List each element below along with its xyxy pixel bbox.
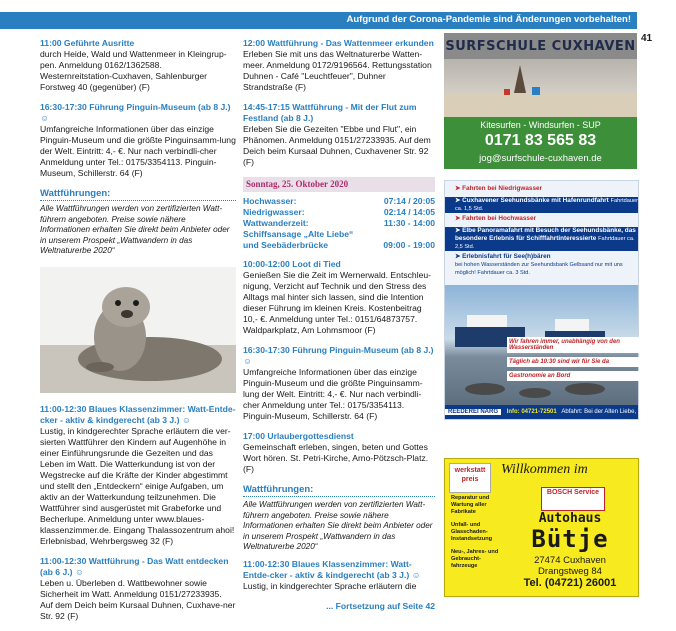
ferry-row-text: Elbe Panoramafahrt mit Besuch der Seehundsbänke, das besondere Erlebnis für Schifffahrtinteressierte — [455, 227, 636, 242]
ad-contact-bar — [444, 117, 637, 169]
event-title: 14:45-17:15 Wattführung - Mit der Flut zum Festland (ab 8 J.) — [243, 102, 417, 123]
event-title: 11:00-12:30 Blaues Klassenzimmer: Watt-Entde-cker - aktiv & kindgerecht (ab 3 J.) ☺ — [243, 558, 421, 580]
event-body: Erleben Sie mit uns das Weltnaturerbe Watten-meer. Anmeldung 0172/9196564. Rettungsstation Duhnen - Café "Leuchtfeuer", Duhner Strandstraße (F) — [243, 49, 432, 92]
tide-label: und Seebäderbrücke — [243, 240, 329, 250]
ferry-row-sub: Fahrtdauer ca. 2,5 Std. — [455, 236, 635, 250]
bosch-service-logo: BOSCH Service — [541, 487, 605, 511]
ferry-row: ➤ Cuxhavener Seehundsbänke mit Hafenrundfahrt Fahrtdauer ca. 1,5 Std. — [445, 197, 638, 213]
event-body: Genießen Sie die Zeit im Wernerwald. Entschleu-nigung, Verzicht auf Technik und den Stress des Alltags mal hinter sich lassen, sind die Intention dieser Führung im kleinen Kreis. Kostenbeitrag 10,- €. Anmeldung unter Tel.: 0151/64873757. Waldparkplatz, Am Lohmsmoor (F) — [243, 270, 432, 335]
service-item: Reparatur und Wartung aller Fabrikate — [451, 495, 490, 515]
dealer-street: Drangstweg 84 — [538, 566, 602, 577]
ferry-highlight: Täglich ab 10:30 sind wir für Sie da — [507, 357, 639, 367]
dealer-city: 27474 Cuxhaven — [534, 555, 606, 566]
event-item — [243, 431, 435, 475]
ferry-row-text: Erlebnisfahrt für See(h)bären — [462, 253, 551, 260]
ferry-row: ➤ Fahrten bei Niedrigwasser — [455, 185, 543, 192]
ad-phone[interactable]: 0171 83 565 83 — [484, 132, 597, 149]
column-left — [40, 38, 236, 631]
ferry-highlight: Wir fahren immer, unabhängig von den Wasserständen — [507, 337, 639, 353]
event-title: 16:30-17:30 Führung Pinguin-Museum (ab 8 J.) ☺ — [243, 345, 434, 366]
page-number: 41 — [641, 33, 653, 44]
continue-link[interactable]: ... Fortsetzung auf Seite 42 — [326, 600, 435, 611]
event-title: 16:30-17:30 Führung Pinguin-Museum (ab 8 J.) ☺ — [40, 102, 231, 123]
ferry-row: ➤ Elbe Panoramafahrt mit Besuch der Seehundsbänke, das besondere Erlebnis für Schifffahrtinteressierte Fahrtdauer ca. 2,5 Std. — [445, 227, 638, 251]
dealer-name-line1: Autohaus — [538, 511, 602, 526]
reederei-logo: REEDEREI NARG — [445, 409, 501, 415]
ad-tagline: Kitesurfen - Windsurfen - SUP — [480, 120, 601, 130]
notice-banner — [0, 12, 637, 29]
event-title: 10:00-12:00 Loot di Tied — [243, 259, 341, 269]
seal-photo — [40, 267, 236, 393]
tide-label: Wattwanderzeit: — [243, 218, 309, 228]
event-title: 12:00 Wattführung - Das Wattenmeer erkunden — [243, 38, 434, 48]
event-item — [243, 259, 435, 336]
date-heading: Sonntag, 25. Oktober 2020 — [243, 177, 435, 192]
tide-row — [243, 207, 435, 218]
ferry-ad[interactable] — [444, 180, 639, 429]
tide-label: Niedrigwasser: — [243, 207, 305, 217]
service-item: Unfall- und Glasschaden-Instandsetzung — [451, 522, 493, 542]
ferry-info[interactable]: Info: 04721-72501 — [506, 409, 557, 415]
werkstatt-logo: werkstatt preis — [449, 463, 491, 493]
section-note: Alle Wattführungen werden von zertifizierten Watt-führern angeboten. Preise sowie nähere Informationen erhalten Sie direkt beim Anbieter oder in unserem Prospekt „Wattwandern in das Weltnaturerbe 2020“ — [40, 204, 230, 255]
dealer-phone[interactable]: Tel. (04721) 26001 — [523, 577, 617, 589]
event-body: Lustig, in kindgerechter Sprache erläutern die ver-sierten Wattführer den Kindern auf Augenhöhe in einer Einführungsrunde die Gezeiten und das Leben im Watt. Die Watterkundung ist von der Wegstrecke auf die Kräfte der Kinder abgestimmt und stellt den „Entdeckern“ einige Aufgaben, um aktiv an der Watterkundung teilzunehmen. Die Wattführer sind ausgerüstet mit Grabeforke und Becherlupe. Anmeldung unter www.blaues-klassenzimmer.de. Eingang Thalassozentrum ahoi! Erlebnisbad, Wehrbergsweg 32 (F) — [40, 425, 235, 546]
ferry-row: ➤ Erlebnisfahrt für See(h)bären bei hohen Wasserständen zur Seehundsbank Gelbsand nur mit uns möglich! Fahrtdauer ca. 3 Std. — [455, 253, 623, 276]
event-title: 11:00 Geführte Ausritte — [40, 38, 135, 48]
service-list — [451, 495, 501, 570]
event-title: 11:00-12:30 Wattführung - Das Watt entdecken (ab 6 J.) ☺ — [40, 555, 229, 577]
section-heading: Wattführungen: — [40, 188, 236, 201]
notice-text: Aufgrund der Corona-Pandemie sind Änderungen vorbehalten! — [346, 14, 631, 25]
event-title: 11:00-12:30 Blaues Klassenzimmer: Watt-Entde-cker - aktiv & kindgerecht (ab 3 J.) ☺ — [40, 403, 236, 425]
surf-photo — [444, 59, 637, 117]
section-heading: Wattführungen: — [243, 484, 435, 497]
tide-row — [243, 196, 435, 207]
service-item: Neu-, Jahres- und Gebraucht-fahrzeuge — [451, 549, 499, 569]
surfschool-ad[interactable] — [444, 33, 637, 169]
event-item — [40, 38, 236, 93]
event-body: Gemeinschaft erleben, singen, beten und Gottes Wort hören. St. Petri-Kirche, Arno-Pötzsch-Platz. (F) — [243, 442, 429, 474]
ferry-row: ➤ Fahrten bei Hochwasser — [455, 215, 537, 222]
event-body: durch Heide, Wald und Wattenmeer in Kleingrup-pen. Anmeldung 0162/1362588. Westernreitstation-Cuxhaven, Sahlenburger Forstweg 40 (gegenüber) (F) — [40, 49, 227, 92]
event-item — [40, 102, 236, 179]
ferry-departure: Abfahrt: Bei der Alten Liebe, 27472 Cuxhaven — [445, 409, 637, 429]
tide-row — [243, 229, 435, 240]
ferry-row-sub: bei hohen Wasserständen zur Seehundsbank Gelbsand nur mit uns möglich! Fahrtdauer ca. 3 Std. — [455, 262, 623, 276]
ad-title: SURFSCHULE CUXHAVEN — [445, 39, 636, 54]
tide-value: 02:14 / 14:05 — [383, 207, 435, 217]
dealer-name-line2: Bütje — [531, 525, 609, 553]
column-middle — [243, 38, 435, 612]
event-item — [243, 559, 435, 592]
event-body: Erleben Sie die Gezeiten "Ebbe und Flut", ein Phänomen. Anmeldung 0151/27233935. Auf dem Deich beim Kursaal Duhnen, Cuxhavener Str. 92 (F) — [243, 124, 431, 167]
tide-value: 11:30 - 14:00 — [383, 218, 435, 228]
ferry-footer — [445, 405, 638, 429]
tide-value: 09:00 - 19:00 — [383, 240, 435, 250]
ferry-photo — [445, 285, 638, 405]
ferry-row-text: Cuxhavener Seehundsbänke mit Hafenrundfahrt — [462, 197, 609, 204]
event-item — [243, 102, 435, 168]
ferry-row-sub: Fahrtdauer ca. 1,5 Std. — [455, 198, 638, 212]
ad-email[interactable]: jog@surfschule-cuxhaven.de — [479, 153, 602, 164]
event-item — [243, 38, 435, 93]
section-note: Alle Wattführungen werden von zertifizierten Watt-führern angeboten. Preise sowie nähere Informationen erhalten Sie direkt beim Anbieter oder in unserem Prospekt „Wattwandern in das Weltnaturerbe 2020“ — [243, 500, 433, 551]
autohaus-ad[interactable] — [444, 458, 639, 597]
event-body: Umfangreiche Informationen über das einzige Pinguin-Museum und die größte Pinguinsamm-lung der Welt. Eintritt: 4,- €. Nur nach verbindli-cher Anmeldung unter Tel.: 0175/3354113. Pinguin-Museum, Schillerstr. 64 (F) — [40, 124, 236, 178]
tide-label: Hochwasser: — [243, 196, 297, 206]
tide-table — [243, 196, 435, 251]
event-body: Umfangreiche Informationen über das einzige Pinguin-Museum und die größte Pinguinsamm-lung der Welt. Eintritt: 4,- €. Nur nach verbindli-cher Anmeldung unter Tel.: 0175/3354113. Pinguin-Museum, Schillerstr. 64 (F) — [243, 367, 423, 421]
ferry-highlight: Gastronomie an Bord — [507, 371, 639, 381]
tide-value: 07:14 / 20:05 — [383, 196, 435, 206]
ad-welcome: Willkommen im — [501, 462, 588, 477]
tide-label: Schiffsansage „Alte Liebe“ — [243, 229, 354, 239]
event-item — [40, 404, 236, 547]
tide-row — [243, 218, 435, 229]
ferry-row-text: Fahrten bei Hochwasser — [462, 215, 537, 222]
event-body: Leben u. Überleben d. Wattbewohner sowie Sicherheit im Watt. Anmeldung 0151/27233935. Auf dem Deich beim Kursaal Duhnen, Cuxhave-ner Str. 92 (F) — [40, 577, 236, 621]
tide-row — [243, 240, 435, 251]
ad-photo — [444, 59, 637, 117]
ferry-row-text: Fahrten bei Niedrigwasser — [462, 185, 543, 192]
event-body: Lustig, in kindgerechter Sprache erläutern die — [243, 580, 417, 591]
event-item — [243, 345, 435, 422]
event-item — [40, 556, 236, 622]
event-title: 17:00 Urlaubergottesdienst — [243, 431, 354, 441]
